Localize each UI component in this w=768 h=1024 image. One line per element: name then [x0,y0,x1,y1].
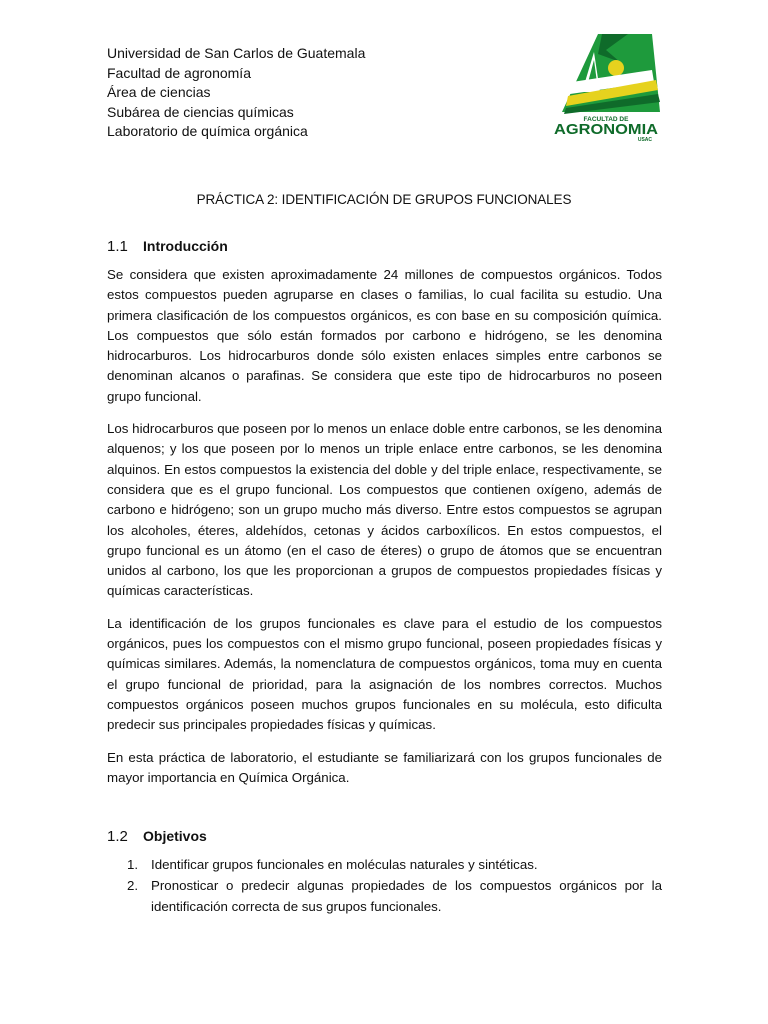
header-line-laboratory: Laboratorio de química orgánica [107,123,308,139]
section-title: Introducción [143,238,228,254]
section-heading-introduction [107,238,662,255]
section-heading-objectives [107,828,662,845]
logo-top-text: FACULTAD DE [583,116,629,123]
logo-main-text: AGRONOMIA [554,121,659,138]
header-line-university: Universidad de San Carlos de Guatemala [107,45,366,61]
section-title: Objetivos [143,828,207,845]
header-line-faculty: Facultad de agronomía [107,64,251,81]
intro-paragraph: La identificación de los grupos funcionales es clave para el estudio de los compuestos orgánicos, pues los compuestos con el mismo grupo funcional, poseen propiedades físicas y químicas similares. Además, la nomenclatura de compuestos orgánicos, toma muy en cuenta el grupo funcional de prioridad, para la asignación de los nombres correctos. Muchos compuestos orgánicos poseen muchos grupos funcionales en su molécula, esto dificulta predecir sus principales propiedades físicas y químicas. [107,615,662,733]
list-item-number: 2. [127,878,139,894]
list-item [107,855,662,875]
list-item-text: Pronosticar o predecir algunas propiedades de los compuestos orgánicos por la identificación correcta de sus grupos funcionales. [151,878,662,914]
section-number: 1.1 [107,238,128,255]
list-item-text: Identificar grupos funcionales en moléculas naturales y sintéticas. [151,857,538,873]
header-line-subarea: Subárea de ciencias químicas [107,103,294,120]
institution-header [107,44,365,142]
intro-paragraph: Se considera que existen aproximadamente 24 millones de compuestos orgánicos. Todos estos compuestos pueden agruparse en clases o familias, lo cual facilita su estudio. Una primera clasificación de los compuestos orgánicos, es con base en su composición química. Los compuestos que sólo están formados por carbono e hidrógeno, se les denomina hidrocarburos. Los hidrocarburos donde sólo existen enlaces simples entre carbonos se denominan alcanos o parafinas. Se considera que este tipo de hidrocarburos no poseen grupo funcional. [107,267,662,404]
intro-paragraph: Los hidrocarburos que poseen por lo menos un enlace doble entre carbonos, se les denomina alquenos; y los que poseen por lo menos un triple enlace entre carbonos, se les denomina alquinos. En estos compuestos la existencia del doble y del triple enlace, respectivamente, se considera que es el grupo funcional. Los compuestos que contienen oxígeno, además de carbono e hidrógeno; son un grupo mucho más diverso. Entre estos compuestos se agrupan los alcoholes, éteres, aldehídos, cetonas y ácidos carboxílicos. En estos compuestos, el grupo funcional es un átomo (en el caso de éteres) o grupo de átomos que se encuentran unidos al carbono, los que les proporcionan a grupos de compuestos propiedades físicas y químicas características. [107,421,662,599]
document-body [107,238,662,918]
header-line-area: Área de ciencias [107,84,211,100]
objectives-list [107,855,662,917]
intro-paragraph: En esta práctica de laboratorio, el estudiante se familiarizará con los grupos funcionales de mayor importancia en Química Orgánica. [107,749,662,785]
logo-sub-text: USAC [637,137,652,143]
section-number: 1.2 [107,828,128,846]
list-item [107,876,662,917]
faculty-logo [548,30,664,146]
document-title: PRÁCTICA 2: IDENTIFICACIÓN DE GRUPOS FUNCIONALES [196,192,572,207]
list-item-number: 1. [127,857,139,873]
